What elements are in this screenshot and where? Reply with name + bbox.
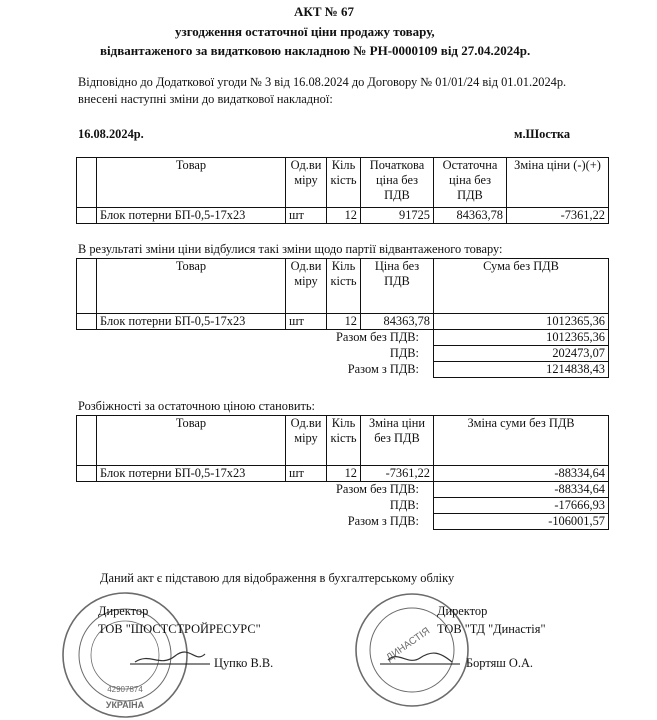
total-row: [77, 498, 609, 514]
header-price: Ціна без ПДВ: [361, 259, 434, 314]
cell-product: Блок потерни БП-0,5-17х23: [97, 314, 286, 330]
total-value: -17666,93: [434, 498, 609, 514]
table-row: [77, 466, 609, 482]
header-final-price: Остаточна ціна без ПДВ: [434, 158, 507, 208]
cell-initial-price: 91725: [361, 208, 434, 224]
cell-product: Блок потерни БП-0,5-17х23: [97, 466, 286, 482]
total-row: [77, 514, 609, 530]
header-sum: Сума без ПДВ: [434, 259, 609, 314]
cell-product: Блок потерни БП-0,5-17х23: [97, 208, 286, 224]
stamp-code-text: 42907874: [107, 685, 143, 694]
price-change-table: [76, 157, 609, 224]
intro-line-1: Відповідно до Додаткової угоди № 3 від 16.08.2024 до Договору № 01/01/24 від 01.01.2024р.: [78, 75, 567, 89]
header-unit: Од.ви міру: [286, 158, 327, 208]
table-row: [77, 208, 609, 224]
cell-sum-change: -88334,64: [434, 466, 609, 482]
total-row: [77, 362, 609, 378]
discrepancy-table: [76, 415, 609, 530]
table-row: [77, 314, 609, 330]
cell-final-price: 84363,78: [434, 208, 507, 224]
cell-qty: 12: [327, 314, 361, 330]
basis-text: Даний акт є підставою для відображення в бухгалтерському обліку: [100, 571, 455, 585]
total-value: -88334,64: [434, 482, 609, 498]
document-date: 16.08.2024р.: [78, 127, 144, 141]
row-number-header: [77, 158, 97, 208]
cell-price-change: -7361,22: [361, 466, 434, 482]
header-qty: Кіль кість: [327, 259, 361, 314]
act-subtitle-2: відвантаженого за видатковою накладною № РН-0000109 від 27.04.2024р.: [100, 43, 531, 58]
act-title: АКТ № 67: [294, 4, 355, 19]
svg-text:ДИНАСТІЯ: ДИНАСТІЯ: [384, 625, 433, 664]
cell-unit: шт: [286, 314, 327, 330]
left-signer-company: ТОВ "ШОСТСТРОЙРЕСУРС": [98, 622, 261, 636]
left-signer-position: Директор: [98, 604, 149, 618]
header-price-change: Зміна ціни без ПДВ: [361, 416, 434, 466]
header-product: Товар: [97, 416, 286, 466]
stamp-country-text: УКРАЇНА: [105, 700, 145, 710]
header-price-change: Зміна ціни (-)(+): [507, 158, 609, 208]
right-signer-company: ТОВ "ТД "Династія": [437, 622, 546, 636]
act-subtitle-1: узгодження остаточної ціни продажу товару,: [175, 24, 435, 39]
header-initial-price: Початкова ціна без ПДВ: [361, 158, 434, 208]
cell-price-change: -7361,22: [507, 208, 609, 224]
header-product: Товар: [97, 158, 286, 208]
total-label: Разом без ПДВ:: [335, 482, 419, 496]
document-city: м.Шостка: [514, 127, 571, 141]
right-signer-position: Директор: [437, 604, 488, 618]
cell-qty: 12: [327, 208, 361, 224]
total-value: 1214838,43: [434, 362, 609, 378]
header-unit: Од.ви міру: [286, 416, 327, 466]
intro-line-2: внесені наступні зміни до видаткової накладної:: [78, 92, 333, 106]
header-product: Товар: [97, 259, 286, 314]
shipment-change-table: [76, 258, 609, 378]
left-signer-name: Цупко В.В.: [214, 656, 274, 670]
total-row: [77, 346, 609, 362]
total-row: [77, 330, 609, 346]
left-signature-line: [130, 650, 210, 670]
header-qty: Кіль кість: [327, 416, 361, 466]
cell-sum: 1012365,36: [434, 314, 609, 330]
header-unit: Од.ви міру: [286, 259, 327, 314]
total-value: 1012365,36: [434, 330, 609, 346]
total-label: Разом з ПДВ:: [347, 361, 419, 376]
total-label: ПДВ:: [389, 497, 419, 512]
section2-title: В результаті зміни ціни відбулися такі зміни щодо партії відвантаженого товару:: [78, 242, 503, 256]
section3-title: Розбіжності за остаточною ціною становить:: [78, 399, 315, 413]
total-row: [77, 482, 609, 498]
right-signer-name: Бортяш О.А.: [466, 656, 534, 670]
total-value: 202473,07: [434, 346, 609, 362]
total-label: ПДВ:: [389, 345, 419, 360]
header-qty: Кіль кість: [327, 158, 361, 208]
total-label: Разом без ПДВ:: [335, 330, 419, 344]
cell-price: 84363,78: [361, 314, 434, 330]
cell-unit: шт: [286, 466, 327, 482]
cell-unit: шт: [286, 208, 327, 224]
total-label: Разом з ПДВ:: [347, 513, 419, 528]
right-signature-line: [380, 650, 460, 670]
total-value: -106001,57: [434, 514, 609, 530]
cell-qty: 12: [327, 466, 361, 482]
header-sum-change: Зміна суми без ПДВ: [434, 416, 609, 466]
